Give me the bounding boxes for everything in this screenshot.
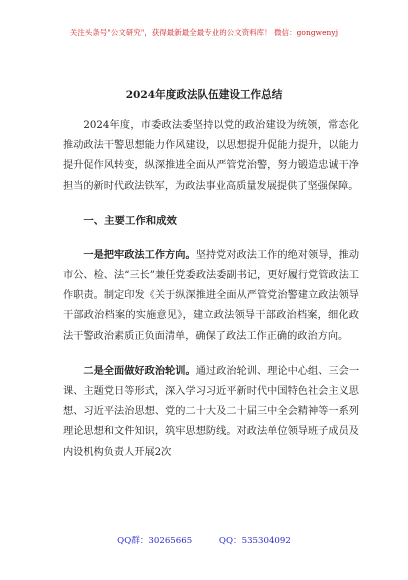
footer-qq: QQ：535304092	[218, 536, 291, 546]
section-heading: 一、主要工作和成效	[83, 214, 177, 227]
item1-text: 坚持党对政法工作的绝对领导，推动市公、检、法“三长”兼任党委政法委副书记，更好履行党管政法工作职责。制定印发《关于纵深推进全面从严管党治警建立政法领导干部政治档案的实施意见》，建立政法领导干部政治档案，细化政法干警政治素质正负面清单，确保了政法工作正确的政治方向。	[63, 249, 360, 342]
footer-contact	[0, 534, 408, 546]
document-body	[63, 116, 359, 463]
item1-lead: 一是把牢政法工作方向。	[83, 248, 196, 261]
item2-paragraph	[63, 361, 359, 463]
footer-qq-group: QQ群：30265665	[117, 536, 193, 546]
document-title: 2024年度政法队伍建设工作总结	[125, 89, 283, 101]
item2-lead: 二是全面做好政治轮训。	[83, 364, 196, 377]
intro-paragraph: 2024年度，市委政法委坚持以党的政治建设为统领，常态化推动政法干警思想能力作风建设，以思想提升促能力提升，以能力提升促作风转变，纵深推进全面从严管党治警，努力锻造忠诚干净担当的新时代政法铁军，为政法事业高质量发展提供了坚强保障。	[63, 120, 359, 192]
item2-text: 通过政治轮训、理论中心组、三会一课、主题党日等形式，深入学习习近平新时代中国特色社会主义思想、习近平法治思想、党的二十大及二十届三中全会精神等一系列理论思想和文件知识，筑牢思想防线。对政法单位领导班子成员及内设机构负责人开展2次	[63, 365, 360, 458]
header-promo-note: 关注头条号"公文研究"，获得最新最全最专业的公文资料库！ 微信：gongwenyj	[69, 28, 339, 37]
item1-paragraph	[63, 245, 359, 347]
